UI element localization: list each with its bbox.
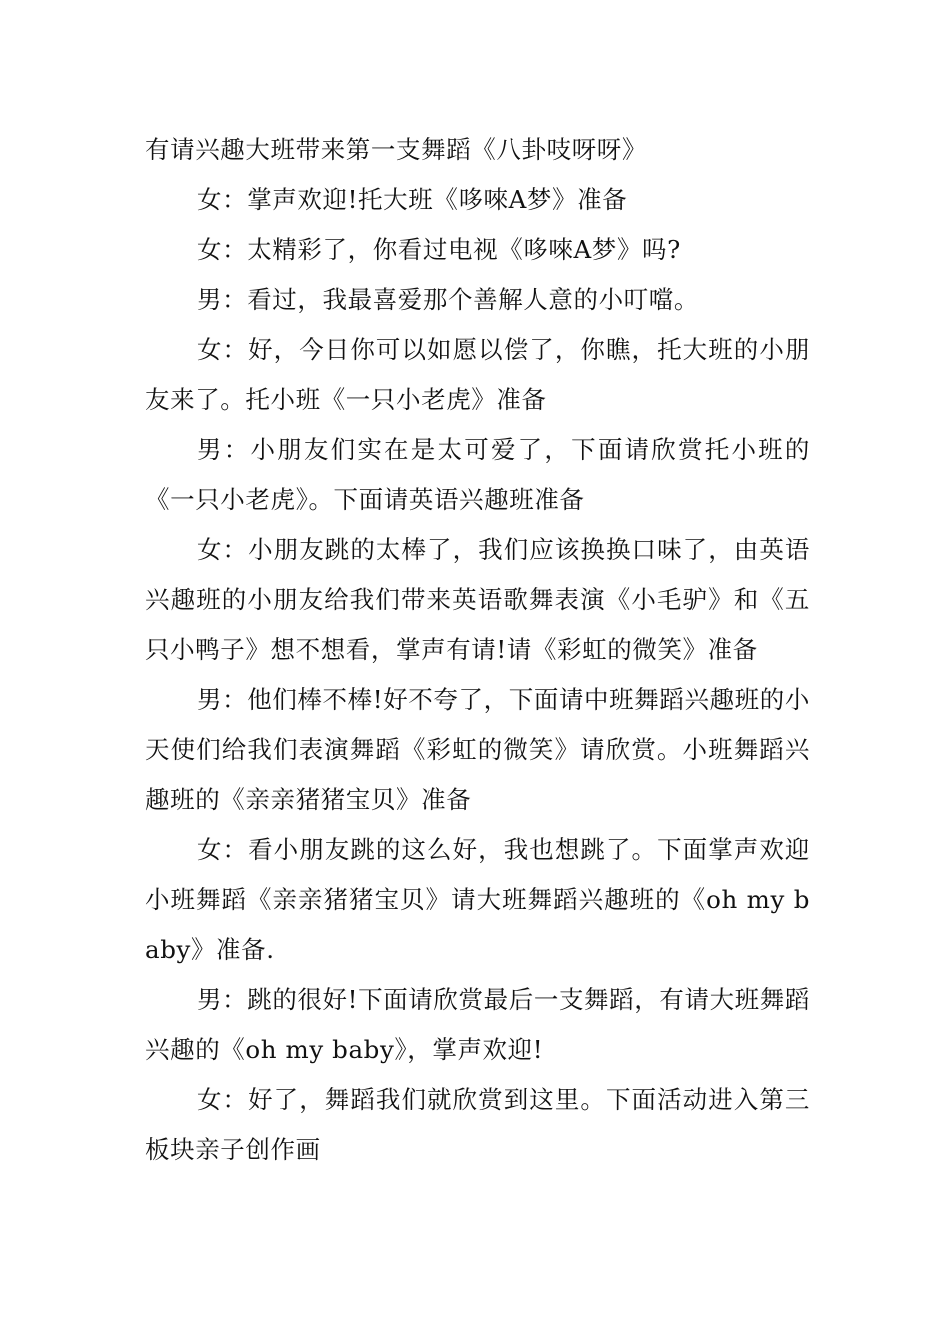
paragraph-11: 女：好了，舞蹈我们就欣赏到这里。下面活动进入第三板块亲子创作画	[145, 1085, 810, 1164]
paragraph-7: 女：小朋友跳的太棒了，我们应该换换口味了，由英语兴趣班的小朋友给我们带来英语歌舞表演《小毛驴》和《五只小鸭子》想不想看，掌声有请!请《彩虹的微笑》准备	[145, 535, 810, 664]
paragraph-2: 女：掌声欢迎!托大班《哆唻A梦》准备	[197, 185, 628, 214]
paragraph-6: 男：小朋友们实在是太可爱了，下面请欣赏托小班的《一只小老虎》。下面请英语兴趣班准备	[145, 435, 810, 514]
paragraph-1: 有请兴趣大班带来第一支舞蹈《八卦吱呀呀》	[145, 135, 647, 164]
paragraph-8: 男：他们棒不棒!好不夸了，下面请中班舞蹈兴趣班的小天使们给我们表演舞蹈《彩虹的微笑》请欣赏。小班舞蹈兴趣班的《亲亲猪猪宝贝》准备	[145, 685, 810, 814]
paragraph-4: 男：看过，我最喜爱那个善解人意的小叮噹。	[197, 285, 699, 314]
paragraph-5: 女：好，今日你可以如愿以偿了，你瞧，托大班的小朋友来了。托小班《一只小老虎》准备	[145, 335, 810, 414]
paragraph-10: 男：跳的很好!下面请欣赏最后一支舞蹈，有请大班舞蹈兴趣的《oh my baby》，掌声欢迎!	[145, 985, 810, 1064]
document-body	[145, 125, 810, 1175]
paragraph-3: 女：太精彩了，你看过电视《哆唻A梦》吗?	[197, 235, 681, 264]
paragraph-9: 女：看小朋友跳的这么好，我也想跳了。下面掌声欢迎小班舞蹈《亲亲猪猪宝贝》请大班舞蹈兴趣班的《oh my baby》准备.	[145, 835, 810, 964]
